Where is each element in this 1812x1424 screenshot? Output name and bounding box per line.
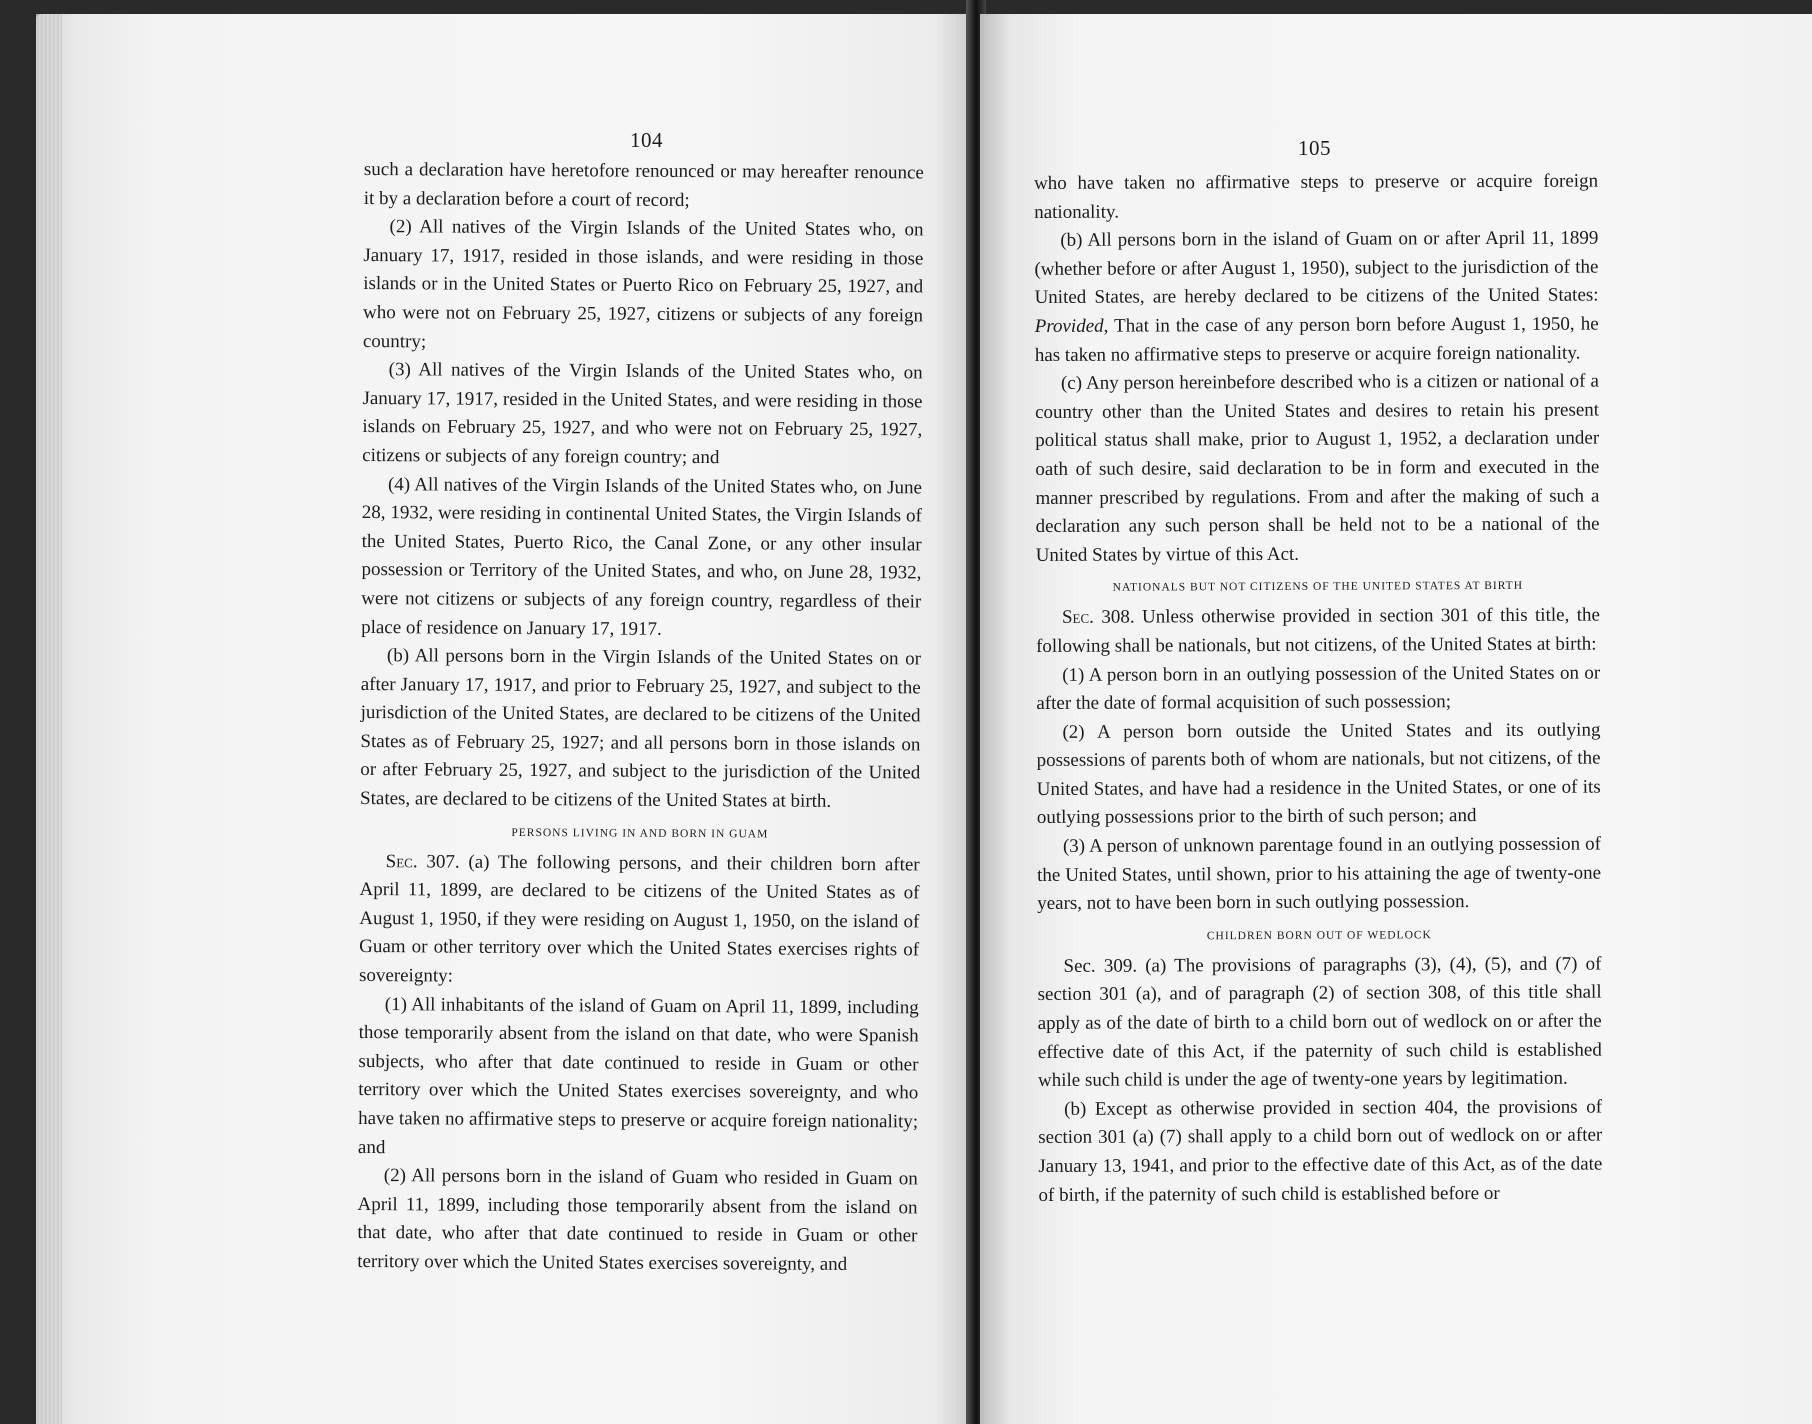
text-paragraph: (1) A person born in an outlying possession of the United States on or after the date of formal acquisition of such possession;	[1036, 662, 1601, 715]
text-paragraph: (b) Except as otherwise provided in section 404, the provisions of section 301 (a) (7) shall apply to a child born out of wedlock on or after January 13, 1941, and prior to the effective date of this Act, as of the date of birth, if the paternity of such child is established before or	[1038, 1096, 1603, 1206]
section-text: 308. Unless otherwise provided in section 301 of this title, the following shall be nationals, but not citizens, of the United States at birth:	[1036, 604, 1600, 657]
section-heading: CHILDREN BORN OUT OF WEDLOCK	[1206, 929, 1432, 943]
section-paragraph	[1036, 602, 1600, 662]
text-paragraph: (4) All natives of the Virgin Islands of the United States who, on June 28, 1932, were residing in continental United States, the Virgin Islands of the United States, Puerto Rico, the Canal Zone, or any other insular possession or Territory of the United States, and who, on June 28, 1932, were not citizens or subjects of any foreign country, regardless of their place of residence on January 17, 1917.	[361, 473, 923, 640]
section-heading: NATIONALS BUT NOT CITIZENS OF THE UNITED STATES AT BIRTH	[1112, 580, 1524, 594]
section-paragraph	[359, 848, 920, 994]
text-paragraph: (1) All inhabitants of the island of Guam on April 11, 1899, including those temporarily absent from the island on that date, who were Spanish subjects, who after that date continued to reside in Guam or other territory over which the United States exercises sovereignty, and who have taken no affirmative steps to preserve or acquire foreign nationality; and	[357, 993, 919, 1158]
text-paragraph: Sec. 309. (a) The provisions of paragraphs (3), (4), (5), and (7) of section 301 (a), and of paragraph (2) of section 308, of this title shall apply as of the date of birth to a child born out of wedlock on or after the effective date of this Act, if the paternity of such child is established while such child is under the age of twenty-one years by legitimation.	[1037, 953, 1602, 1092]
text-paragraph: (b) All persons born in the Virgin Islands of the United States on or after January 17, 1917, and prior to February 25, 1927, and subject to the jurisdiction of the United States, are declared to be citizens of the United States as of February 25, 1927; and all persons born in those islands on or after February 25, 1927, and subject to the jurisdiction of the United States, are declared to be citizens of the United States at birth.	[360, 645, 922, 812]
left-page-number: 104	[630, 128, 663, 152]
text-paragraph: (2) All persons born in the island of Guam who resided in Guam on April 11, 1899, including those temporarily absent from the island on that date, who after that date continued to reside in Guam or other territory over which the United States exercises sovereignty, and	[357, 1165, 918, 1275]
text-paragraph: (c) Any person hereinbefore described who is a citizen or national of a country other than the United States and desires to retain his present political status shall make, prior to August 1, 1952, a declaration under oath of such desire, said declaration to be in form and executed in the manner prescribed by regulations. From and after the making of such a declaration any such person shall be held not to be a national of the United States by virtue of this Act.	[1035, 370, 1600, 566]
section-label: Sec.	[385, 850, 418, 872]
section-heading: PERSONS LIVING IN AND BORN IN GUAM	[511, 826, 769, 841]
section-label: Sec.	[1061, 607, 1094, 629]
text-paragraph: (2) A person born outside the United States and its outlying possessions of parents both of whom are nationals, but not citizens, of the United States, and have had a residence in the United States, or one of its outlying possessions prior to the birth of such person; and	[1036, 719, 1601, 829]
text-paragraph: (3) A person of unknown parentage found in an outlying possession of the United States, until shown, prior to his attaining the age of twenty-one years, not to have been born in such outlying possession.	[1037, 833, 1602, 915]
provided-italic: Provided	[1034, 315, 1104, 337]
right-page-number: 105	[1298, 136, 1331, 160]
right-page-text	[1034, 168, 1603, 1211]
left-page-text	[357, 156, 924, 1280]
text-paragraph: (2) All natives of the Virgin Islands of the United States who, on January 17, 1917, resided in those islands, and were residing in those islands or in the United States or Puerto Rico on February 25, 1927, and who were not on February 25, 1927, citizens or subjects of any foreign country;	[362, 216, 924, 352]
text-paragraph: such a declaration have heretofore renounced or may hereafter renounce it by a declaration before a court of record;	[363, 158, 924, 211]
text-paragraph: who have taken no affirmative steps to preserve or acquire foreign nationality.	[1034, 170, 1599, 223]
text-paragraph: (3) All natives of the Virgin Islands of the United States who, on January 17, 1917, resided in the United States, and were residing in those islands on February 25, 1927, and who were not on February 25, 1927, citizens or subjects of any foreign country; and	[362, 359, 923, 469]
section-text: 307. (a) The following persons, and their children born after April 11, 1899, are declared to be citizens of the United States as of August 1, 1950, if they were residing on August 1, 1950, on the island of Guam or other territory over which the United States exercises rights of sovereignty:	[358, 850, 920, 987]
text-paragraph: (b) All persons born in the island of Guam on or after April 11, 1899 (whether before or after August 1, 1950), subject to the jurisdiction of the United States, are hereby declared to be citizens of the United States: Provided, That in the case of any person born before August 1, 1950, he has taken no affirmative steps to preserve or acquire foreign nationality.	[1034, 227, 1599, 366]
page-edges	[36, 14, 62, 1424]
